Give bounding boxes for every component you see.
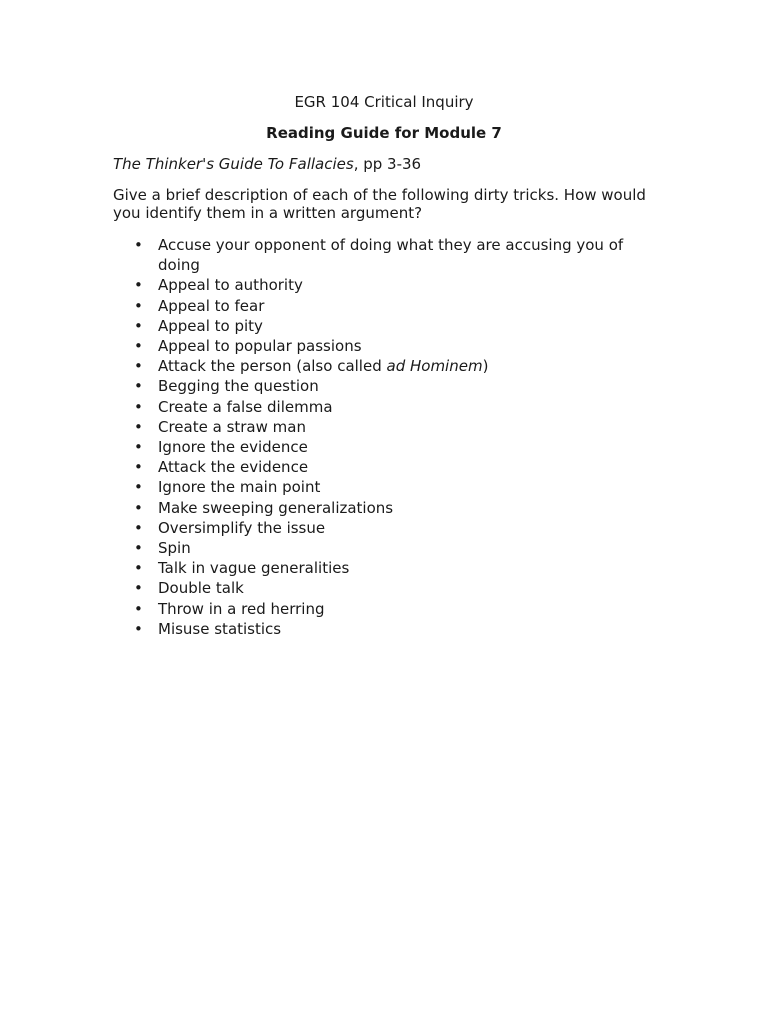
- list-item: [130, 518, 650, 538]
- list-item: [130, 578, 650, 598]
- bullet-icon: •: [134, 377, 143, 396]
- list-item-text: Accuse your opponent of doing what they are accusing you of doing: [158, 236, 624, 275]
- list-item-text: Attack the person (also called: [158, 357, 387, 376]
- bullet-icon: •: [134, 458, 143, 477]
- list-item: [130, 558, 650, 578]
- bullet-icon: •: [134, 276, 143, 295]
- list-item-text: Begging the question: [158, 377, 319, 396]
- page-range: , pp 3-36: [353, 155, 422, 173]
- list-item: [130, 356, 650, 376]
- bullet-icon: •: [134, 316, 143, 335]
- instructions: Give a brief description of each of the following dirty tricks. How would you identify them in a written argument?: [113, 186, 646, 222]
- list-item-text: Create a false dilemma: [158, 397, 333, 416]
- bullet-icon: •: [134, 518, 143, 537]
- list-item-text: Appeal to fear: [158, 296, 265, 315]
- bullet-icon: •: [134, 498, 143, 517]
- list-item: [130, 275, 650, 295]
- course-title: EGR 104 Critical Inquiry: [294, 93, 474, 111]
- list-item-text: Misuse statistics: [158, 619, 282, 638]
- list-item: [130, 235, 650, 275]
- list-item: [130, 457, 650, 477]
- bullet-icon: •: [134, 619, 143, 638]
- bullet-icon: •: [134, 236, 143, 254]
- list-item-text: Double talk: [158, 579, 244, 598]
- bullet-icon: •: [134, 579, 143, 598]
- list-item-text: Appeal to popular passions: [158, 337, 362, 356]
- module-title: Reading Guide for Module 7: [266, 124, 502, 142]
- list-item: [130, 538, 650, 558]
- list-item-text: Appeal to authority: [158, 276, 303, 295]
- list-item-text: Oversimplify the issue: [158, 518, 326, 537]
- bullet-icon: •: [134, 478, 143, 497]
- bullet-icon: •: [134, 296, 143, 315]
- list-item: [130, 417, 650, 437]
- bullet-icon: •: [134, 397, 143, 416]
- bullet-icon: •: [134, 559, 143, 578]
- list-item: [130, 397, 650, 417]
- list-item: [130, 296, 650, 316]
- list-item: [130, 498, 650, 518]
- ad-hominem-close: ): [482, 357, 489, 376]
- list-item-text: Throw in a red herring: [158, 599, 325, 618]
- bullet-icon: •: [134, 357, 143, 376]
- bullet-icon: •: [134, 539, 143, 558]
- list-item: [130, 599, 650, 619]
- dirty-tricks-list: [130, 235, 650, 639]
- list-item-text: Talk in vague generalities: [158, 559, 350, 578]
- list-item-text: Attack the evidence: [158, 458, 309, 477]
- reading-reference: [113, 154, 421, 174]
- list-item: [130, 316, 650, 336]
- list-item-text: Ignore the main point: [158, 478, 321, 497]
- bullet-icon: •: [134, 417, 143, 436]
- list-item-text: Create a straw man: [158, 417, 306, 436]
- list-item-text: Ignore the evidence: [158, 438, 308, 457]
- ad-hominem-term: ad Hominem: [386, 357, 483, 376]
- list-item: [130, 336, 650, 356]
- list-item: [130, 437, 650, 457]
- list-item: [130, 376, 650, 396]
- list-item: [130, 477, 650, 497]
- list-item-text: Spin: [158, 539, 191, 558]
- book-title: The Thinker's Guide To Fallacies: [113, 155, 354, 173]
- list-item: [130, 619, 650, 639]
- list-item-text: Make sweeping generalizations: [158, 498, 394, 517]
- bullet-icon: •: [134, 438, 143, 457]
- bullet-icon: •: [134, 599, 143, 618]
- bullet-icon: •: [134, 337, 143, 356]
- list-item-text: Appeal to pity: [158, 316, 263, 335]
